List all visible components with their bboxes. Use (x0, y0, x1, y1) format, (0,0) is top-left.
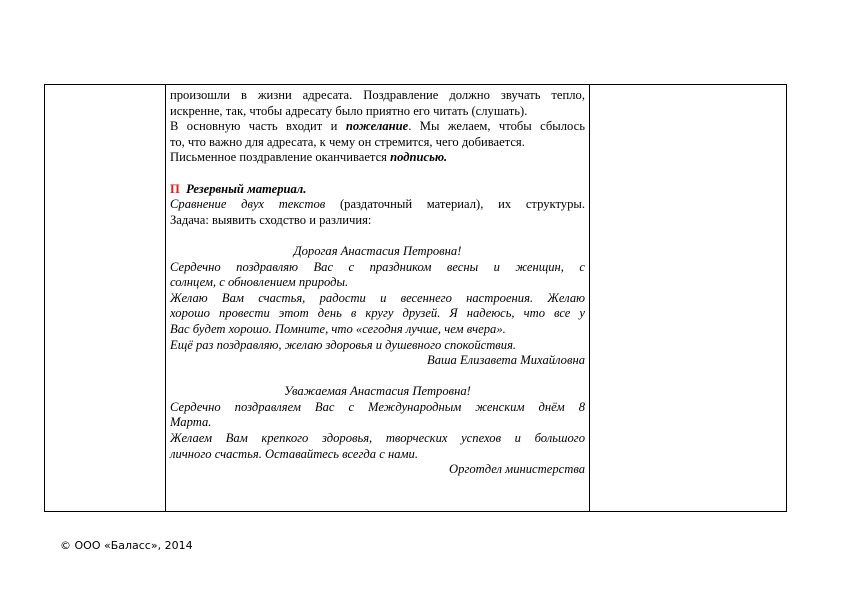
letter2-line: Марта. (170, 415, 212, 430)
lesson-table (44, 84, 787, 512)
body-line: Письменное поздравление оканчивается подписью. (170, 150, 448, 165)
emphasis-signature: подписью. (390, 150, 448, 165)
letter1-line: Желаю Вам счастья, радости и весеннего настроения. Желаю (170, 290, 585, 305)
letter1-line: Ещё раз поздравляю, желаю здоровья и душевного спокойствия. (170, 337, 517, 352)
column-divider-left (165, 85, 166, 511)
reserve-line: Задача: выявить сходство и различия: (170, 212, 372, 227)
column-divider-right (589, 85, 590, 511)
lesson-content (170, 88, 585, 478)
section-number: П (170, 181, 180, 196)
body-line: произошли в жизни адресата. Поздравление должно звучать тепло, (170, 88, 585, 102)
letter2-line: Сердечно поздравляем Вас с Международным женским днём 8 (170, 399, 585, 414)
letter2-greeting: Уважаемая Анастасия Петровна! (284, 384, 471, 399)
letter1-line: хорошо провести этот день в кругу друзей. Я надеюсь, что все у (170, 306, 585, 321)
section-heading (170, 182, 585, 198)
body-line: В основную часть входит и пожелание. Мы желаем, чтобы сбылось (170, 119, 585, 134)
letter1-line: Вас будет хорошо. Помните, что «сегодня лучше, чем вчера». (170, 321, 506, 336)
letter2-line: Желаем Вам крепкого здоровья, творческих успехов и большого (170, 431, 585, 446)
letter1-greeting: Дорогая Анастасия Петровна! (293, 243, 462, 258)
letter2-signature: Орготдел министерства (449, 462, 585, 477)
body-line: искренне, так, чтобы адресату было приятно его читать (слушать). (170, 103, 528, 118)
letter1-signature: Ваша Елизавета Михайловна (427, 353, 585, 368)
letter1-line: Сердечно поздравляю Вас с праздником весны и женщин, с (170, 259, 585, 274)
reserve-line: Сравнение двух текстов (раздаточный материал), их структуры. (170, 197, 586, 212)
section-title: Резервный материал. (186, 181, 307, 196)
letter1-line: солнцем, с обновлением природы. (170, 275, 349, 290)
emphasis-wish: пожелание (345, 119, 409, 134)
letter2-line: личного счастья. Оставайтесь всегда с нами. (170, 446, 418, 461)
copyright-footer: © ООО «Баласс», 2014 (60, 539, 193, 552)
body-line: то, что важно для адресата, к чему он стремится, чего добивается. (170, 134, 525, 149)
